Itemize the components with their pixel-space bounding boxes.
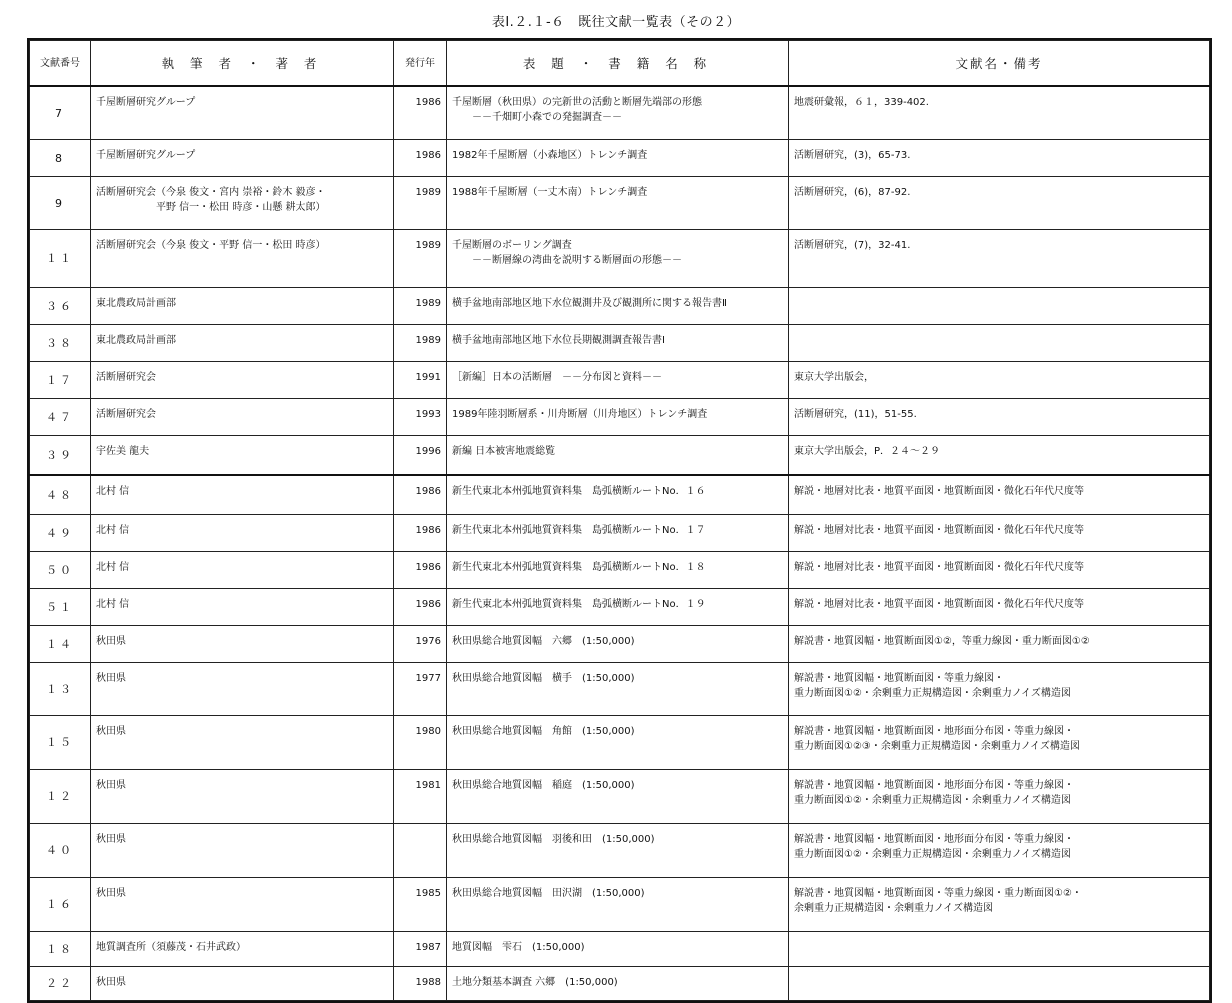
row-title: 秋田県総合地質図幅 六郷 (1:50,000) [447, 626, 789, 663]
row-author: 宇佐美 龍夫 [91, 436, 394, 476]
row-year: 1977 [394, 663, 447, 716]
table-row [30, 230, 1210, 288]
row-title: 1989年陸羽断層系・川舟断層（川舟地区）トレンチ調査 [447, 399, 789, 436]
row-title: 新編 日本被害地震総覧 [447, 436, 789, 476]
row-num: ２２ [30, 967, 91, 1001]
row-author: 秋田県 [91, 878, 394, 932]
row-year: 1986 [394, 589, 447, 626]
row-title: 新生代東北本州弧地質資料集 島弧横断ルートNo．１８ [447, 552, 789, 589]
row-title: 1988年千屋断層（一丈木南）トレンチ調査 [447, 177, 789, 230]
row-num: １３ [30, 663, 91, 716]
row-author: 活断層研究会 [91, 399, 394, 436]
row-title: 土地分類基本調査 六郷 (1:50,000) [447, 967, 789, 1001]
table-row [30, 770, 1210, 824]
header-note: 文献名・備考 [789, 41, 1210, 87]
table-row [30, 878, 1210, 932]
row-note [789, 288, 1210, 325]
table-row [30, 288, 1210, 325]
row-year: 1993 [394, 399, 447, 436]
table-row [30, 967, 1210, 1001]
row-num: ３９ [30, 436, 91, 476]
row-note: 解説書・地質図幅・地質断面図・地形面分布図・等重力線図・ 重力断面図①②・余剰重力正規構造図・余剰重力ノイズ構造図 [789, 824, 1210, 878]
table-row [30, 515, 1210, 552]
row-note: 活断層研究，(11)，51-55. [789, 399, 1210, 436]
row-year: 1991 [394, 362, 447, 399]
table-row [30, 362, 1210, 399]
table-row [30, 716, 1210, 770]
row-author: 北村 信 [91, 515, 394, 552]
row-author: 千屋断層研究グループ [91, 86, 394, 140]
table-row [30, 140, 1210, 177]
table-row [30, 626, 1210, 663]
row-num: １４ [30, 626, 91, 663]
row-num: ３６ [30, 288, 91, 325]
row-year: 1981 [394, 770, 447, 824]
row-num: １６ [30, 878, 91, 932]
row-note: 東京大学出版会， [789, 362, 1210, 399]
row-title: 横手盆地南部地区地下水位観測井及び観測所に関する報告書Ⅱ [447, 288, 789, 325]
row-author: 千屋断層研究グループ [91, 140, 394, 177]
row-title: 1982年千屋断層（小森地区）トレンチ調査 [447, 140, 789, 177]
row-year: 1996 [394, 436, 447, 476]
row-author: 秋田県 [91, 770, 394, 824]
row-num: １５ [30, 716, 91, 770]
row-year: 1989 [394, 325, 447, 362]
table-header-row [30, 41, 1210, 87]
row-note: 活断層研究，(3)，65-73. [789, 140, 1210, 177]
row-year: 1986 [394, 86, 447, 140]
table-row [30, 932, 1210, 967]
row-num: 7 [30, 86, 91, 140]
row-author: 秋田県 [91, 824, 394, 878]
row-author: 活断層研究会（今泉 俊文・宮内 崇裕・鈴木 毅彦・ 平野 信一・松田 時彦・山懸 耕太郎） [91, 177, 394, 230]
table-row [30, 86, 1210, 140]
row-title: 秋田県総合地質図幅 田沢湖 (1:50,000) [447, 878, 789, 932]
row-year: 1989 [394, 230, 447, 288]
row-note [789, 967, 1210, 1001]
row-note: 解説書・地質図幅・地質断面図①②，等重力線図・重力断面図①② [789, 626, 1210, 663]
row-year: 1989 [394, 177, 447, 230]
row-author: 北村 信 [91, 475, 394, 515]
row-year: 1986 [394, 515, 447, 552]
row-year: 1988 [394, 967, 447, 1001]
row-year: 1976 [394, 626, 447, 663]
table-row [30, 475, 1210, 515]
row-title: 横手盆地南部地区地下水位長期観測調査報告書Ⅰ [447, 325, 789, 362]
row-author: 地質調査所（須藤茂・石井武政） [91, 932, 394, 967]
row-author: 東北農政局計画部 [91, 288, 394, 325]
row-note: 活断層研究，(6)，87-92. [789, 177, 1210, 230]
header-num: 文献番号 [30, 41, 91, 87]
row-year: 1980 [394, 716, 447, 770]
row-num: １７ [30, 362, 91, 399]
row-title: ［新編］日本の活断層 －－分布図と資料－－ [447, 362, 789, 399]
row-note: 解説・地層対比表・地質平面図・地質断面図・微化石年代尺度等 [789, 515, 1210, 552]
row-author: 秋田県 [91, 626, 394, 663]
row-author: 活断層研究会 [91, 362, 394, 399]
row-num: ５１ [30, 589, 91, 626]
document-title: 表Ⅰ.２.１-６ 既往文献一覧表（その２） [491, 15, 741, 30]
table-row [30, 436, 1210, 476]
row-num: １２ [30, 770, 91, 824]
row-year: 1986 [394, 552, 447, 589]
literature-table [29, 40, 1210, 1001]
row-note: 解説書・地質図幅・地質断面図・地形面分布図・等重力線図・ 重力断面図①②・余剰重力正規構造図・余剰重力ノイズ構造図 [789, 770, 1210, 824]
row-num: ５０ [30, 552, 91, 589]
row-num: ３８ [30, 325, 91, 362]
row-note: 解説書・地質図幅・地質断面図・等重力線図・重力断面図①②・ 余剰重力正規構造図・余剰重力ノイズ構造図 [789, 878, 1210, 932]
row-note: 解説書・地質図幅・地質断面図・地形面分布図・等重力線図・ 重力断面図①②③・余剰重力正規構造図・余剰重力ノイズ構造図 [789, 716, 1210, 770]
row-author: 北村 信 [91, 589, 394, 626]
row-note: 解説・地層対比表・地質平面図・地質断面図・微化石年代尺度等 [789, 475, 1210, 515]
row-note: 東京大学出版会，P．２４～２９ [789, 436, 1210, 476]
row-author: 秋田県 [91, 716, 394, 770]
row-year: 1989 [394, 288, 447, 325]
table-row [30, 552, 1210, 589]
row-num: ４０ [30, 824, 91, 878]
row-title: 新生代東北本州弧地質資料集 島弧横断ルートNo．１７ [447, 515, 789, 552]
table-row [30, 177, 1210, 230]
row-note: 解説書・地質図幅・地質断面図・等重力線図・ 重力断面図①②・余剰重力正規構造図・余剰重力ノイズ構造図 [789, 663, 1210, 716]
row-title: 地質図幅 雫石 (1:50,000) [447, 932, 789, 967]
row-author: 活断層研究会（今泉 俊文・平野 信一・松田 時彦） [91, 230, 394, 288]
header-title: 表 題 ・ 書 籍 名 称 [447, 41, 789, 87]
row-num: ４７ [30, 399, 91, 436]
header-year: 発行年 [394, 41, 447, 87]
row-note: 地震研彙報，６１，339-402. [789, 86, 1210, 140]
row-num: ４８ [30, 475, 91, 515]
row-num: １８ [30, 932, 91, 967]
row-title: 新生代東北本州弧地質資料集 島弧横断ルートNo．１９ [447, 589, 789, 626]
row-title: 秋田県総合地質図幅 羽後和田 (1:50,000) [447, 824, 789, 878]
row-title: 秋田県総合地質図幅 稲庭 (1:50,000) [447, 770, 789, 824]
row-year: 1987 [394, 932, 447, 967]
row-note: 解説・地層対比表・地質平面図・地質断面図・微化石年代尺度等 [789, 552, 1210, 589]
table-row [30, 325, 1210, 362]
row-year [394, 824, 447, 878]
header-author: 執 筆 者 ・ 著 者 [91, 41, 394, 87]
row-year: 1986 [394, 140, 447, 177]
row-title: 新生代東北本州弧地質資料集 島弧横断ルートNo．１６ [447, 475, 789, 515]
table-row [30, 663, 1210, 716]
table-row [30, 399, 1210, 436]
row-num: １１ [30, 230, 91, 288]
table-row [30, 824, 1210, 878]
row-note: 解説・地層対比表・地質平面図・地質断面図・微化石年代尺度等 [789, 589, 1210, 626]
row-num: 9 [30, 177, 91, 230]
row-title: 千屋断層（秋田県）の完新世の活動と断層先端部の形態 －－千畑町小森での発掘調査－－ [447, 86, 789, 140]
row-num: ４９ [30, 515, 91, 552]
row-note [789, 325, 1210, 362]
row-num: 8 [30, 140, 91, 177]
row-title: 千屋断層のボーリング調査 －－断層線の湾曲を説明する断層面の形態－－ [447, 230, 789, 288]
row-author: 秋田県 [91, 967, 394, 1001]
row-author: 北村 信 [91, 552, 394, 589]
row-title: 秋田県総合地質図幅 横手 (1:50,000) [447, 663, 789, 716]
row-title: 秋田県総合地質図幅 角館 (1:50,000) [447, 716, 789, 770]
row-note [789, 932, 1210, 967]
row-author: 東北農政局計画部 [91, 325, 394, 362]
row-note: 活断層研究，(7)，32-41. [789, 230, 1210, 288]
row-year: 1986 [394, 475, 447, 515]
table-row [30, 589, 1210, 626]
row-year: 1985 [394, 878, 447, 932]
literature-table-frame [27, 38, 1212, 1003]
row-author: 秋田県 [91, 663, 394, 716]
